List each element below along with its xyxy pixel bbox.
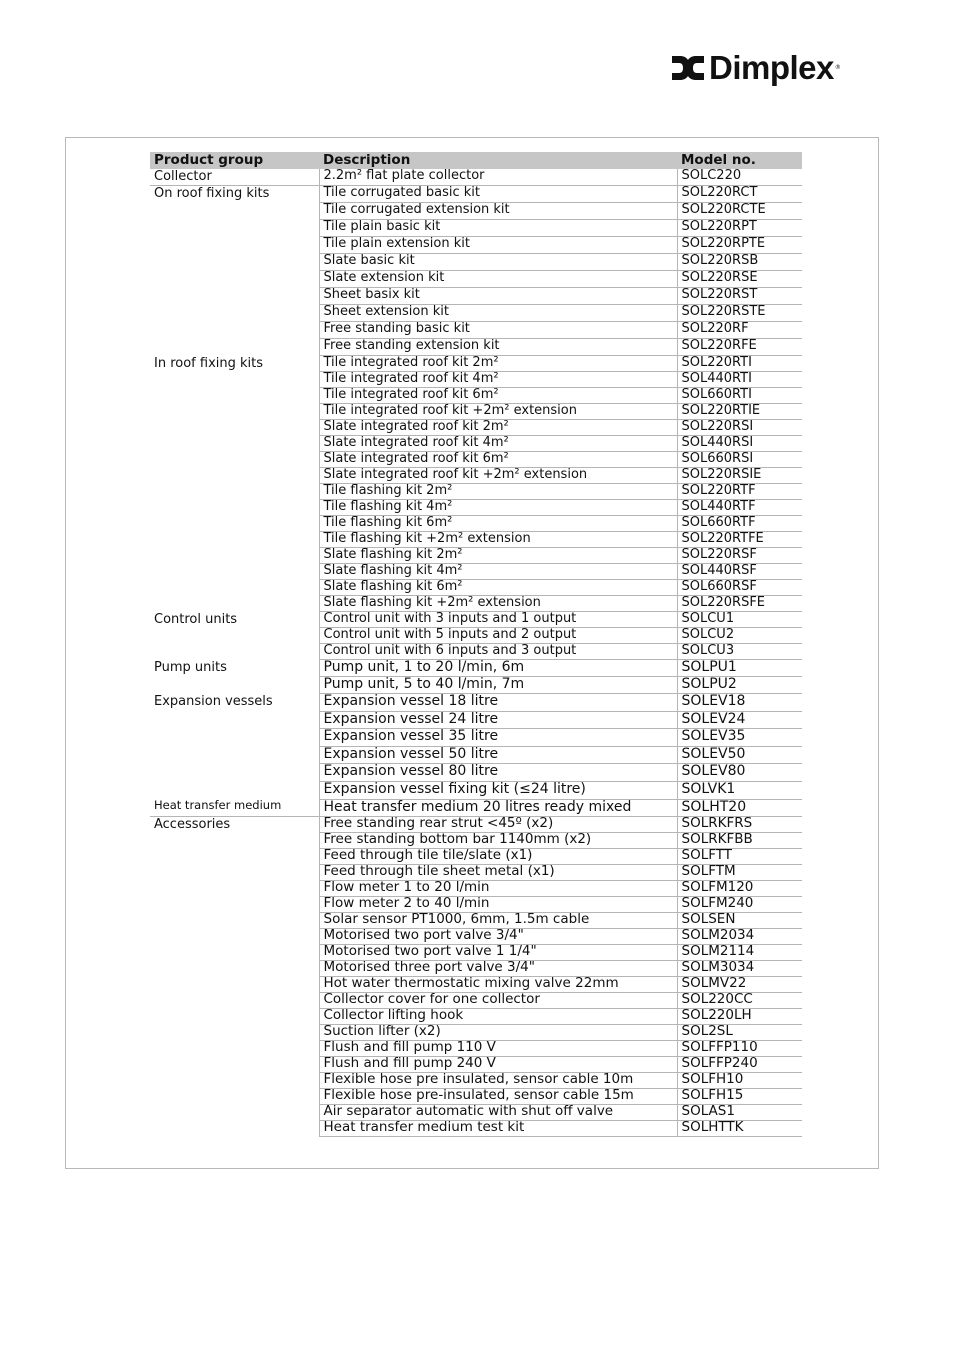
header-model-no: Model no.: [677, 152, 802, 169]
model-number-cell: SOLEV18: [677, 694, 802, 712]
model-number-cell: SOL220RSFE: [677, 596, 802, 612]
product-group-cell: In roof fixing kits: [150, 356, 319, 612]
description-cell: Slate flashing kit 6m²: [319, 580, 677, 596]
description-cell: Slate flashing kit 2m²: [319, 548, 677, 564]
brand-name: Dimplex: [709, 49, 834, 86]
description-cell: Tile flashing kit 2m²: [319, 484, 677, 500]
description-cell: Flow meter 1 to 20 l/min: [319, 881, 677, 897]
description-cell: Control unit with 3 inputs and 1 output: [319, 612, 677, 628]
model-number-cell: SOLHT20: [677, 799, 802, 817]
model-number-cell: SOLEV50: [677, 746, 802, 764]
model-number-cell: SOLM2114: [677, 945, 802, 961]
header-row: [150, 152, 802, 169]
description-cell: Sheet basix kit: [319, 288, 677, 305]
description-cell: Pump unit, 1 to 20 l/min, 6m: [319, 660, 677, 677]
model-number-cell: SOL220RSTE: [677, 305, 802, 322]
model-number-cell: SOL2SL: [677, 1025, 802, 1041]
description-cell: Flow meter 2 to 40 l/min: [319, 897, 677, 913]
model-number-cell: SOLPU1: [677, 660, 802, 677]
product-group-cell: Collector: [150, 169, 319, 186]
description-cell: Motorised two port valve 1 1/4": [319, 945, 677, 961]
model-number-cell: SOLFH10: [677, 1073, 802, 1089]
table-body: [150, 169, 802, 1137]
description-cell: Tile flashing kit 4m²: [319, 500, 677, 516]
model-number-cell: SOL440RTI: [677, 372, 802, 388]
model-number-cell: SOLSEN: [677, 913, 802, 929]
model-number-cell: SOLFM120: [677, 881, 802, 897]
description-cell: Expansion vessel fixing kit (≤24 litre): [319, 781, 677, 799]
description-cell: Expansion vessel 50 litre: [319, 746, 677, 764]
trademark-mark: ®: [834, 64, 841, 71]
model-number-cell: SOL220CC: [677, 993, 802, 1009]
model-number-cell: SOL220RSF: [677, 548, 802, 564]
dimplex-logo-icon: [670, 53, 706, 83]
description-cell: Free standing bottom bar 1140mm (x2): [319, 833, 677, 849]
model-number-cell: SOL220RCT: [677, 186, 802, 203]
model-number-cell: SOLFFP110: [677, 1041, 802, 1057]
model-number-cell: SOL220RSE: [677, 271, 802, 288]
description-cell: Tile flashing kit 6m²: [319, 516, 677, 532]
model-number-cell: SOL660RSF: [677, 580, 802, 596]
description-cell: Hot water thermostatic mixing valve 22mm: [319, 977, 677, 993]
model-number-cell: SOL220RSI: [677, 420, 802, 436]
model-number-cell: SOL660RSI: [677, 452, 802, 468]
description-cell: Expansion vessel 18 litre: [319, 694, 677, 712]
description-cell: Tile integrated roof kit +2m² extension: [319, 404, 677, 420]
table-row: [150, 169, 802, 186]
model-number-cell: SOL220RSB: [677, 254, 802, 271]
description-cell: Motorised three port valve 3/4": [319, 961, 677, 977]
model-number-cell: SOLFFP240: [677, 1057, 802, 1073]
table-row: [150, 356, 802, 372]
model-number-cell: SOLEV35: [677, 729, 802, 747]
description-cell: Control unit with 6 inputs and 3 output: [319, 644, 677, 660]
description-cell: Slate integrated roof kit 2m²: [319, 420, 677, 436]
table-row: [150, 817, 802, 833]
model-number-cell: SOLFH15: [677, 1089, 802, 1105]
model-number-cell: SOLPU2: [677, 677, 802, 694]
dimplex-logo: [670, 48, 841, 88]
table-row: [150, 660, 802, 677]
model-number-cell: SOLVK1: [677, 781, 802, 799]
description-cell: Heat transfer medium 20 litres ready mixed: [319, 799, 677, 817]
description-cell: Expansion vessel 35 litre: [319, 729, 677, 747]
model-number-cell: SOL220RSIE: [677, 468, 802, 484]
model-number-cell: SOL220RF: [677, 322, 802, 339]
description-cell: Tile corrugated extension kit: [319, 203, 677, 220]
description-cell: Motorised two port valve 3/4": [319, 929, 677, 945]
model-number-cell: SOLCU2: [677, 628, 802, 644]
model-number-cell: SOL220LH: [677, 1009, 802, 1025]
model-number-cell: SOLEV24: [677, 711, 802, 729]
description-cell: Flush and fill pump 240 V: [319, 1057, 677, 1073]
model-number-cell: SOLFTT: [677, 849, 802, 865]
model-number-cell: SOLHTTK: [677, 1121, 802, 1137]
description-cell: Pump unit, 5 to 40 l/min, 7m: [319, 677, 677, 694]
product-group-cell: Control units: [150, 612, 319, 660]
description-cell: Flexible hose pre insulated, sensor cable 10m: [319, 1073, 677, 1089]
description-cell: Heat transfer medium test kit: [319, 1121, 677, 1137]
model-number-cell: SOL220RTF: [677, 484, 802, 500]
header-description: Description: [319, 152, 677, 169]
description-cell: Tile integrated roof kit 6m²: [319, 388, 677, 404]
model-number-cell: SOLEV80: [677, 764, 802, 782]
description-cell: Slate flashing kit 4m²: [319, 564, 677, 580]
model-number-cell: SOL660RTI: [677, 388, 802, 404]
description-cell: Slate flashing kit +2m² extension: [319, 596, 677, 612]
description-cell: Slate extension kit: [319, 271, 677, 288]
description-cell: Slate integrated roof kit 4m²: [319, 436, 677, 452]
table-row: [150, 694, 802, 712]
description-cell: Expansion vessel 80 litre: [319, 764, 677, 782]
description-cell: Feed through tile tile/slate (x1): [319, 849, 677, 865]
model-number-cell: SOL440RSF: [677, 564, 802, 580]
model-number-cell: SOLRKFBB: [677, 833, 802, 849]
product-group-cell: On roof fixing kits: [150, 186, 319, 356]
model-number-cell: SOLC220: [677, 169, 802, 186]
product-table: [150, 152, 802, 1137]
model-number-cell: SOLRKFRS: [677, 817, 802, 833]
product-group-cell: Pump units: [150, 660, 319, 694]
description-cell: Control unit with 5 inputs and 2 output: [319, 628, 677, 644]
model-number-cell: SOLCU3: [677, 644, 802, 660]
description-cell: Flexible hose pre-insulated, sensor cable 15m: [319, 1089, 677, 1105]
model-number-cell: SOLAS1: [677, 1105, 802, 1121]
description-cell: Slate integrated roof kit +2m² extension: [319, 468, 677, 484]
model-number-cell: SOLFM240: [677, 897, 802, 913]
description-cell: Slate basic kit: [319, 254, 677, 271]
description-cell: Free standing extension kit: [319, 339, 677, 356]
description-cell: Free standing basic kit: [319, 322, 677, 339]
description-cell: Expansion vessel 24 litre: [319, 711, 677, 729]
model-number-cell: SOL220RPT: [677, 220, 802, 237]
model-number-cell: SOL440RTF: [677, 500, 802, 516]
model-number-cell: SOLMV22: [677, 977, 802, 993]
description-cell: Tile flashing kit +2m² extension: [319, 532, 677, 548]
description-cell: Slate integrated roof kit 6m²: [319, 452, 677, 468]
model-number-cell: SOLCU1: [677, 612, 802, 628]
table-row: [150, 799, 802, 817]
description-cell: Tile corrugated basic kit: [319, 186, 677, 203]
model-number-cell: SOL440RSI: [677, 436, 802, 452]
description-cell: Tile plain extension kit: [319, 237, 677, 254]
model-number-cell: SOLM3034: [677, 961, 802, 977]
product-group-cell: Expansion vessels: [150, 694, 319, 800]
description-cell: Tile plain basic kit: [319, 220, 677, 237]
model-number-cell: SOLM2034: [677, 929, 802, 945]
header-product-group: Product group: [150, 152, 319, 169]
model-number-cell: SOL220RTIE: [677, 404, 802, 420]
model-number-cell: SOL220RTFE: [677, 532, 802, 548]
description-cell: Sheet extension kit: [319, 305, 677, 322]
model-number-cell: SOL220RFE: [677, 339, 802, 356]
model-number-cell: SOL660RTF: [677, 516, 802, 532]
description-cell: Collector lifting hook: [319, 1009, 677, 1025]
description-cell: Feed through tile sheet metal (x1): [319, 865, 677, 881]
table-row: [150, 186, 802, 203]
model-number-cell: SOL220RST: [677, 288, 802, 305]
model-number-cell: SOLFTM: [677, 865, 802, 881]
description-cell: Solar sensor PT1000, 6mm, 1.5m cable: [319, 913, 677, 929]
description-cell: Suction lifter (x2): [319, 1025, 677, 1041]
description-cell: Free standing rear strut <45º (x2): [319, 817, 677, 833]
model-number-cell: SOL220RPTE: [677, 237, 802, 254]
description-cell: Air separator automatic with shut off valve: [319, 1105, 677, 1121]
model-number-cell: SOL220RTI: [677, 356, 802, 372]
table-row: [150, 612, 802, 628]
description-cell: Collector cover for one collector: [319, 993, 677, 1009]
product-group-cell: Heat transfer medium: [150, 799, 319, 817]
description-cell: 2.2m² flat plate collector: [319, 169, 677, 186]
description-cell: Tile integrated roof kit 2m²: [319, 356, 677, 372]
product-group-cell: Accessories: [150, 817, 319, 1137]
description-cell: Tile integrated roof kit 4m²: [319, 372, 677, 388]
model-number-cell: SOL220RCTE: [677, 203, 802, 220]
description-cell: Flush and fill pump 110 V: [319, 1041, 677, 1057]
